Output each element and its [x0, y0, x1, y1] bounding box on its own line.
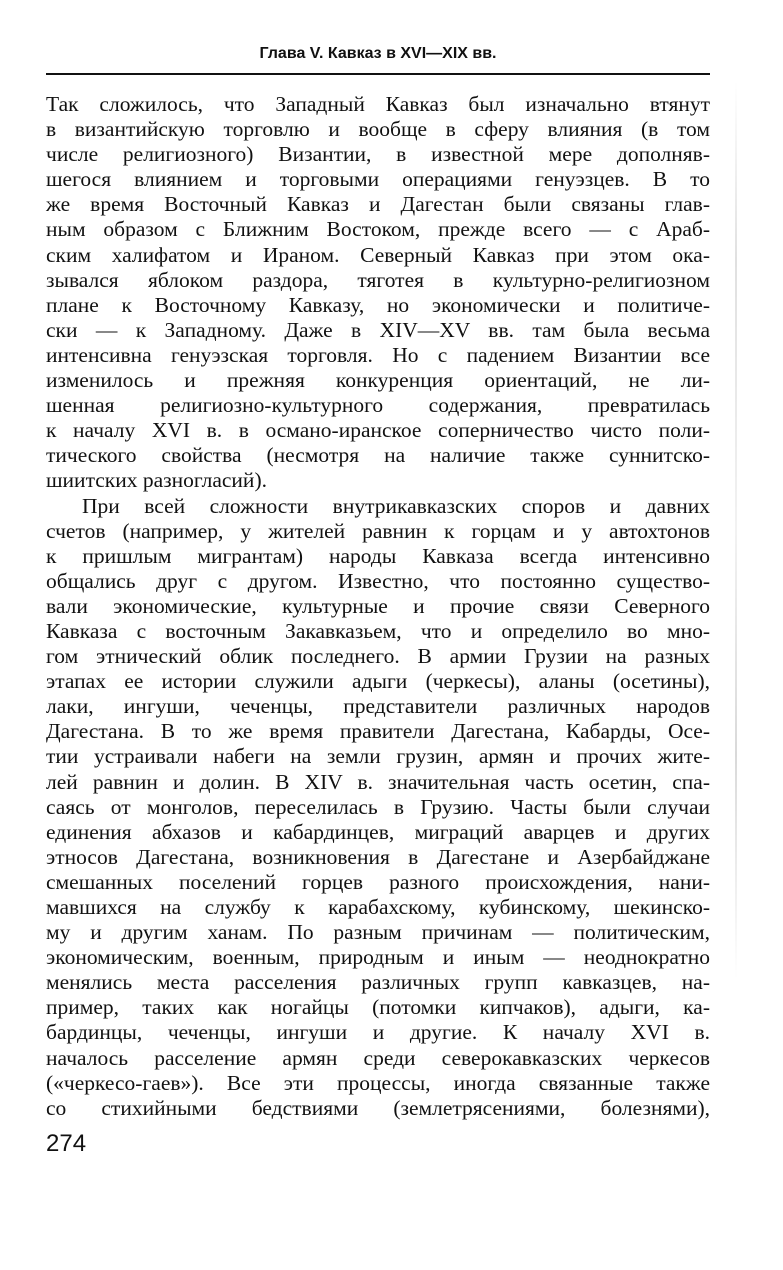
text-line: гом этнический облик последнего. В армии Грузии на разных — [46, 644, 710, 669]
text-line: тического свойства (несмотря на наличие также суннитско- — [46, 443, 710, 468]
text-line: к пришлым мигрантам) народы Кавказа всегда интенсивно — [46, 543, 710, 568]
text-line: ски — к Западному. Даже в XIV—XV вв. там была весьма — [46, 317, 710, 342]
text-line: му и другим ханам. По разным причинам — политическим, — [46, 920, 710, 945]
text-line: лей равнин и долин. В XIV в. значительная часть осетин, спа- — [46, 769, 710, 794]
text-line: счетов (например, у жителей равнин к горцам и у автохтонов — [46, 518, 710, 543]
text-line: шенная религиозно-культурного содержания, превратилась — [46, 393, 710, 418]
header-rule — [46, 73, 710, 75]
text-line: общались друг с другом. Известно, что постоянно существо- — [46, 568, 710, 593]
text-line: мавшихся на службу к карабахскому, кубинскому, шекинско- — [46, 895, 710, 919]
text-line: единения абхазов и кабардинцев, миграций аварцев и других — [46, 819, 710, 844]
text-line: ским халифатом и Ираном. Северный Кавказ при этом ока- — [46, 242, 710, 267]
text-line: экономическим, военным, природным и иным — неоднократно — [46, 945, 710, 970]
text-line: же время Восточный Кавказ и Дагестан были связаны глав- — [46, 192, 710, 217]
scan-edge-artifact — [735, 80, 737, 980]
text-line: менялись места расселения различных групп кавказцев, на- — [46, 970, 710, 995]
text-line: шегося влиянием и торговыми операциями генуэзцев. В то — [46, 167, 710, 192]
text-line: Дагестана. В то же время правители Дагестана, Кабарды, Осе- — [46, 719, 710, 744]
text-line: бардинцы, чеченцы, ингуши и другие. К началу XVI в. — [46, 1020, 710, 1045]
text-line: изменилось и прежняя конкуренция ориентаций, не ли- — [46, 368, 710, 393]
paragraph-container — [46, 92, 710, 1121]
text-line: этносов Дагестана, возникновения в Дагестане и Азербайджане — [46, 844, 710, 869]
running-head: Глава V. Кавказ в XVI—XIX вв. — [259, 45, 497, 62]
text-line: началось расселение армян среди северокавказских черкесов — [46, 1045, 710, 1070]
text-line: смешанных поселений горцев разного происхождения, нани- — [46, 869, 710, 894]
text-line: числе религиозного) Византии, в известной мере дополняв- — [46, 142, 710, 167]
text-line: ным образом с Ближним Востоком, прежде всего — с Араб- — [46, 217, 710, 242]
text-line: в византийскую торговлю и вообще в сферу влияния (в том — [46, 117, 710, 142]
text-line: пример, таких как ногайцы (потомки кипчаков), адыги, ка- — [46, 995, 710, 1020]
text-line: этапах ее истории служили адыги (черкесы), аланы (осетины), — [46, 669, 710, 694]
text-line: шиитских разногласий). — [46, 468, 267, 493]
text-line: лаки, ингуши, чеченцы, представители различных народов — [46, 694, 710, 719]
text-line: плане к Восточному Кавказу, но экономически и политиче- — [46, 292, 710, 317]
text-line: Кавказа с восточным Закавказьем, что и определило во мно- — [46, 618, 710, 643]
paragraph — [46, 92, 710, 494]
text-line: тии устраивали набеги на земли грузин, армян и прочих жите- — [46, 744, 710, 769]
text-line: к началу XVI в. в османо-иранское соперничество чисто поли- — [46, 418, 710, 443]
text-line: вали экономические, культурные и прочие связи Северного — [46, 593, 710, 618]
text-line: со стихийными бедствиями (землетрясениями, болезнями), — [46, 1095, 710, 1120]
text-line: зывался яблоком раздора, тяготея в культурно-религиозном — [46, 267, 710, 292]
text-line: При всей сложности внутрикавказских споров и давних — [82, 493, 710, 518]
body-text — [46, 92, 710, 1121]
paragraph — [46, 494, 710, 1121]
text-line: саясь от монголов, переселилась в Грузию. Часты были случаи — [46, 794, 710, 819]
text-line: интенсивна генуэзская торговля. Но с падением Византии все — [46, 342, 710, 367]
text-line: Так сложилось, что Западный Кавказ был изначально втянут — [46, 92, 710, 116]
page-number: 274 — [46, 1130, 87, 1157]
text-line: («черкесо-гаев»). Все эти процессы, иногда связанные также — [46, 1070, 710, 1095]
